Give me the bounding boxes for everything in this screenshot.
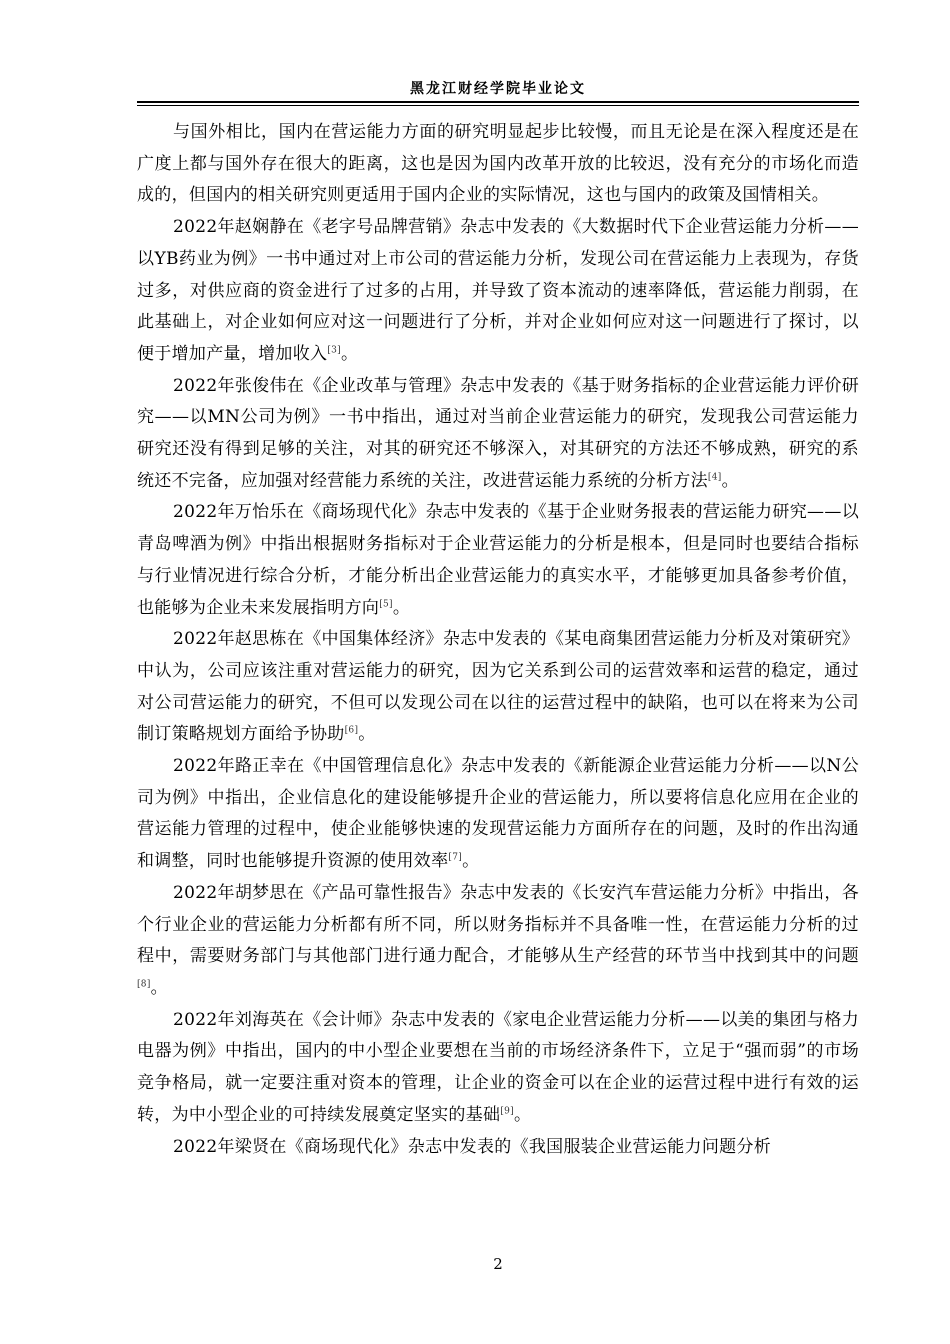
paragraph-lu-zhengxing xyxy=(137,751,859,878)
paragraph-tail: 。 xyxy=(513,1104,532,1125)
paragraph-wan-yile xyxy=(137,497,859,624)
citation-ref: [7] xyxy=(448,852,463,863)
page-number: 2 xyxy=(493,1255,503,1273)
header-rule-thin xyxy=(137,105,859,106)
paragraph-text: 2022年梁贤在《商场现代化》杂志中发表的《我国服装企业营运能力问题分析 xyxy=(173,1136,772,1157)
paragraph-text: 2022年张俊伟在《企业改革与管理》杂志中发表的《基于财务指标的企业营运能力评价研究——以MN公司为例》一书中指出，通过对当前企业营运能力的研究，发现我公司营运能力研究还没有得到足够的关注，对其的研究还不够深入，对其研究的方法还不够成熟，研究的系统还不完备，应加强对经营能力系统的关注，改进营运能力系统的分析方法 xyxy=(137,375,859,491)
paragraph-intro xyxy=(137,117,859,212)
paragraph-text: 2022年路正幸在《中国管理信息化》杂志中发表的《新能源企业营运能力分析——以N公司为例》中指出，企业信息化的建设能够提升企业的营运能力，所以要将信息化应用在企业的营运能力管理的过程中，使企业能够快速的发现营运能力方面所存在的问题，及时的作出沟通和调整，同时也能够提升资源的使用效率 xyxy=(137,756,859,872)
paragraph-zhang-junwei xyxy=(137,371,859,498)
paragraph-zhao-xianjing xyxy=(137,212,859,371)
paragraph-tail: 。 xyxy=(462,851,480,872)
paragraph-text: 2022年赵思栋在《中国集体经济》杂志中发表的《某电商集团营运能力分析及对策研究》中认为，公司应该注重对营运能力的研究，因为它关系到公司的运营效率和运营的稳定，通过对公司营运能力的研究，不但可以发现公司在以往的运营过程中的缺陷，也可以在将来为公司制订策略规划方面给予协助 xyxy=(137,629,859,745)
paragraph-tail: 。 xyxy=(392,597,411,618)
citation-ref: [6] xyxy=(344,725,359,736)
citation-ref: [8] xyxy=(137,979,151,990)
paragraph-tail: 。 xyxy=(721,470,739,491)
paragraph-hu-mengsi xyxy=(137,878,859,1005)
body-text xyxy=(137,117,859,1163)
citation-ref: [3] xyxy=(327,345,341,356)
paragraph-tail: 。 xyxy=(340,343,359,364)
paragraph-text: 2022年胡梦思在《产品可靠性报告》杂志中发表的《长安汽车营运能力分析》中指出，各个行业企业的营运能力分析都有所不同，所以财务指标并不具备唯一性，在营运能力分析的过程中，需要财务部门与其他部门进行通力配合，才能够从生产经营的环节当中找到其中的问题 xyxy=(137,882,859,967)
paragraph-text: 2022年赵娴静在《老字号品牌营销》杂志中发表的《大数据时代下企业营运能力分析——以YB药业为例》一书中通过对上市公司的营运能力分析，发现公司在营运能力上表现为，存货过多，对供应商的资金进行了过多的占用，并导致了资本流动的速率降低，营运能力削弱，在此基础上，对企业如何应对这一问题进行了分析，并对企业如何应对这一问题进行了探讨，以便于增加产量，增加收入 xyxy=(137,217,859,364)
header-rule-thick xyxy=(137,101,859,103)
citation-ref: [9] xyxy=(500,1106,514,1117)
paragraph-liu-haiying xyxy=(137,1005,859,1132)
running-header: 黑龙江财经学院毕业论文 xyxy=(410,81,586,97)
citation-ref: [4] xyxy=(707,472,722,483)
paragraph-tail: 。 xyxy=(358,724,376,745)
paragraph-tail: 。 xyxy=(150,977,168,998)
citation-ref: [5] xyxy=(379,598,393,609)
paragraph-liang-xian xyxy=(137,1132,859,1164)
paragraph-text: 与国外相比，国内在营运能力方面的研究明显起步比较慢，而且无论是在深入程度还是在广度上都与国外存在很大的距离，这也是因为国内改革开放的比较迟，没有充分的市场化而造成的，但国内的相关研究则更适用于国内企业的实际情况，这也与国内的政策及国情相关。 xyxy=(137,122,859,206)
paragraph-zhao-sidong xyxy=(137,624,859,751)
paragraph-text: 2022年万怡乐在《商场现代化》杂志中发表的《基于企业财务报表的营运能力研究——以青岛啤酒为例》中指出根据财务指标对于企业营运能力的分析是根本，但是同时也要结合指标与行业情况进行综合分析，才能分析出企业营运能力的真实水平，才能够更加具备参考价值，也能够为企业未来发展指明方向 xyxy=(137,502,859,618)
paragraph-text: 2022年刘海英在《会计师》杂志中发表的《家电企业营运能力分析——以美的集团与格力电器为例》中指出，国内的中小型企业要想在当前的市场经济条件下，立足于“强而弱”的市场竞争格局，就一定要注重对资本的管理，让企业的资金可以在企业的运营过程中进行有效的运转，为中小型企业的可持续发展奠定坚实的基础 xyxy=(137,1009,859,1125)
